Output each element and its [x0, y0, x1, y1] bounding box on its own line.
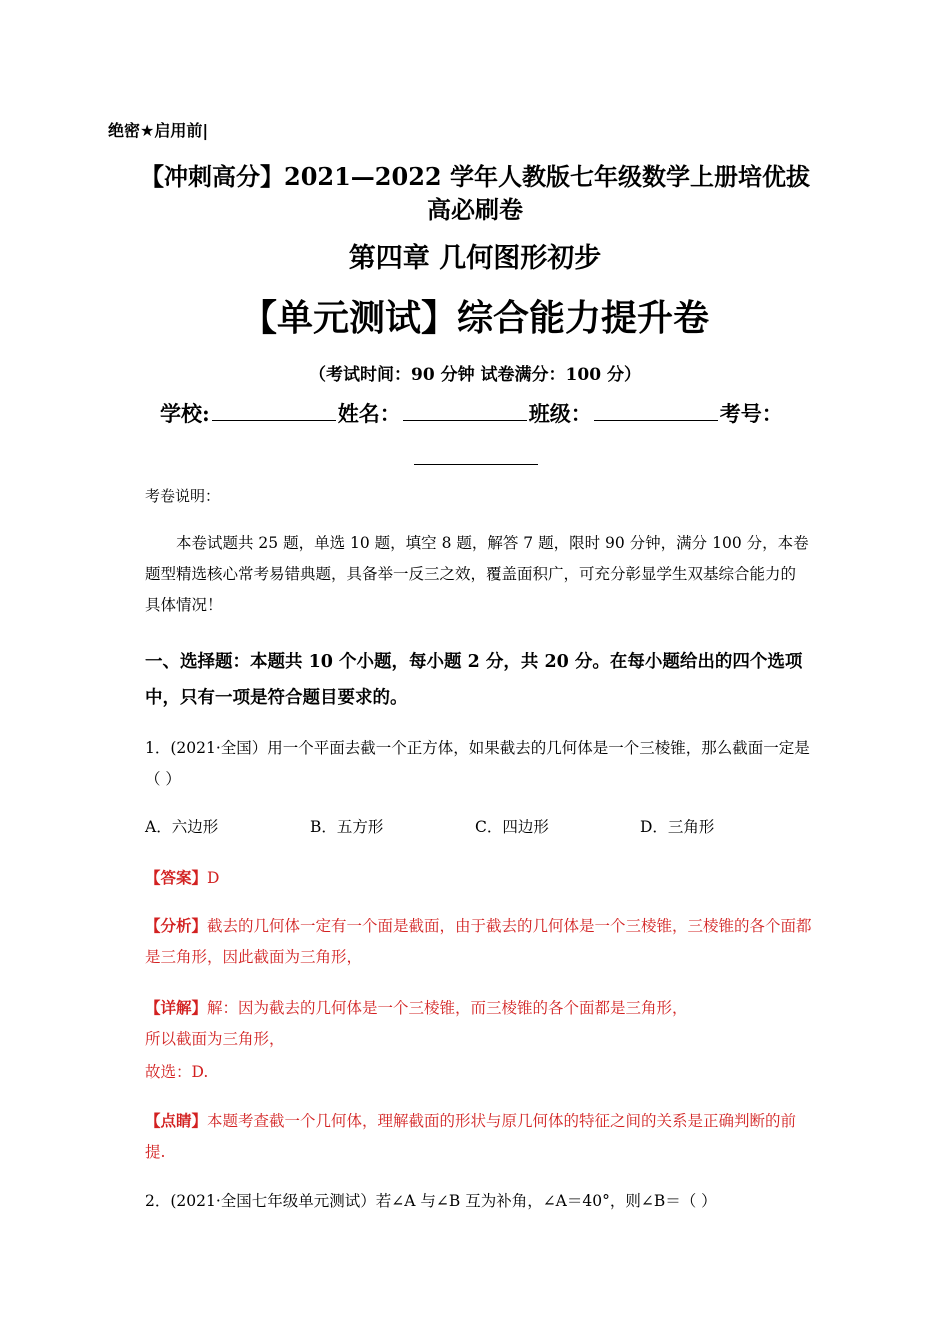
- exam-info: （考试时间：90 分钟 试卷满分：100 分）: [309, 365, 641, 385]
- class-label: 班级：: [528, 401, 592, 426]
- answer-value: D: [207, 869, 220, 887]
- detail-line-1: [145, 992, 815, 1024]
- analysis-block: [145, 910, 815, 973]
- number-label: 考号：: [719, 401, 783, 426]
- secret-label: 绝密★启用前|: [108, 121, 209, 140]
- question-1-options: [145, 815, 805, 837]
- notes-body: 本卷试题共 25 题，单选 10 题，填空 8 题，解答 7 题，限时 90 分钟，满分 100 分，本卷题型精选核心常考易错典题，具备举一反三之效，覆盖面积广，可充分彰显学生双基综合能力的具体情况！: [145, 534, 809, 614]
- analysis-tag: 【分析】: [145, 916, 208, 935]
- option-c: C．四边形: [475, 818, 549, 836]
- chapter-title: 第四章 几何图形初步: [348, 243, 602, 274]
- detail-text-1: 解：因为截去的几何体是一个三棱锥，而三棱锥的各个面都是三角形，: [207, 999, 688, 1017]
- number-blank[interactable]: [414, 440, 538, 465]
- comment-tag: 【点睛】: [145, 1111, 208, 1130]
- title-line-1: 【冲刺高分】2021—2022 学年人教版七年级数学上册培优拔: [140, 162, 810, 191]
- section-1-title: 一、选择题：本题共 10 个小题，每小题 2 分，共 20 分。在每小题给出的四个选项中，只有一项是符合题目要求的。: [145, 652, 803, 708]
- title-line-2: 高必刷卷: [427, 195, 523, 224]
- answer-tag: 【答案】: [145, 868, 208, 887]
- school-blank[interactable]: [212, 398, 336, 421]
- option-a: A．六边形: [145, 818, 219, 836]
- detail-tag: 【详解】: [145, 998, 208, 1017]
- answer-line: [145, 862, 815, 894]
- notes-label: 考卷说明：: [145, 487, 221, 505]
- option-b: B．五方形: [310, 818, 384, 836]
- detail-line-3: 故选：D.: [145, 1063, 209, 1081]
- question-2-stem: 2．(2021·全国七年级单元测试）若∠A 与∠B 互为补角，∠A＝40°，则∠B＝（ ）: [145, 1192, 717, 1210]
- detail-line-2: 所以截面为三角形，: [145, 1030, 285, 1048]
- question-1-stem: 1．(2021·全国）用一个平面去截一个正方体，如果截去的几何体是一个三棱锥，那么截面一定是（ ）: [145, 739, 810, 788]
- name-blank[interactable]: [403, 398, 527, 421]
- option-d: D．三角形: [640, 818, 715, 836]
- school-label: 学校:: [160, 401, 210, 426]
- name-label: 姓名：: [337, 401, 401, 426]
- student-info-fields: [160, 398, 783, 428]
- comment-text: 本题考查截一个几何体，理解截面的形状与原几何体的特征之间的关系是正确判断的前提.: [145, 1112, 797, 1161]
- notes-text: [145, 528, 810, 621]
- analysis-text: 截去的几何体一定有一个面是截面，由于截去的几何体是一个三棱锥，三棱锥的各个面都是三角形，因此截面为三角形，: [145, 917, 812, 966]
- unit-title: 【单元测试】综合能力提升卷: [240, 297, 709, 339]
- class-blank[interactable]: [594, 398, 718, 421]
- comment-block: [145, 1105, 815, 1168]
